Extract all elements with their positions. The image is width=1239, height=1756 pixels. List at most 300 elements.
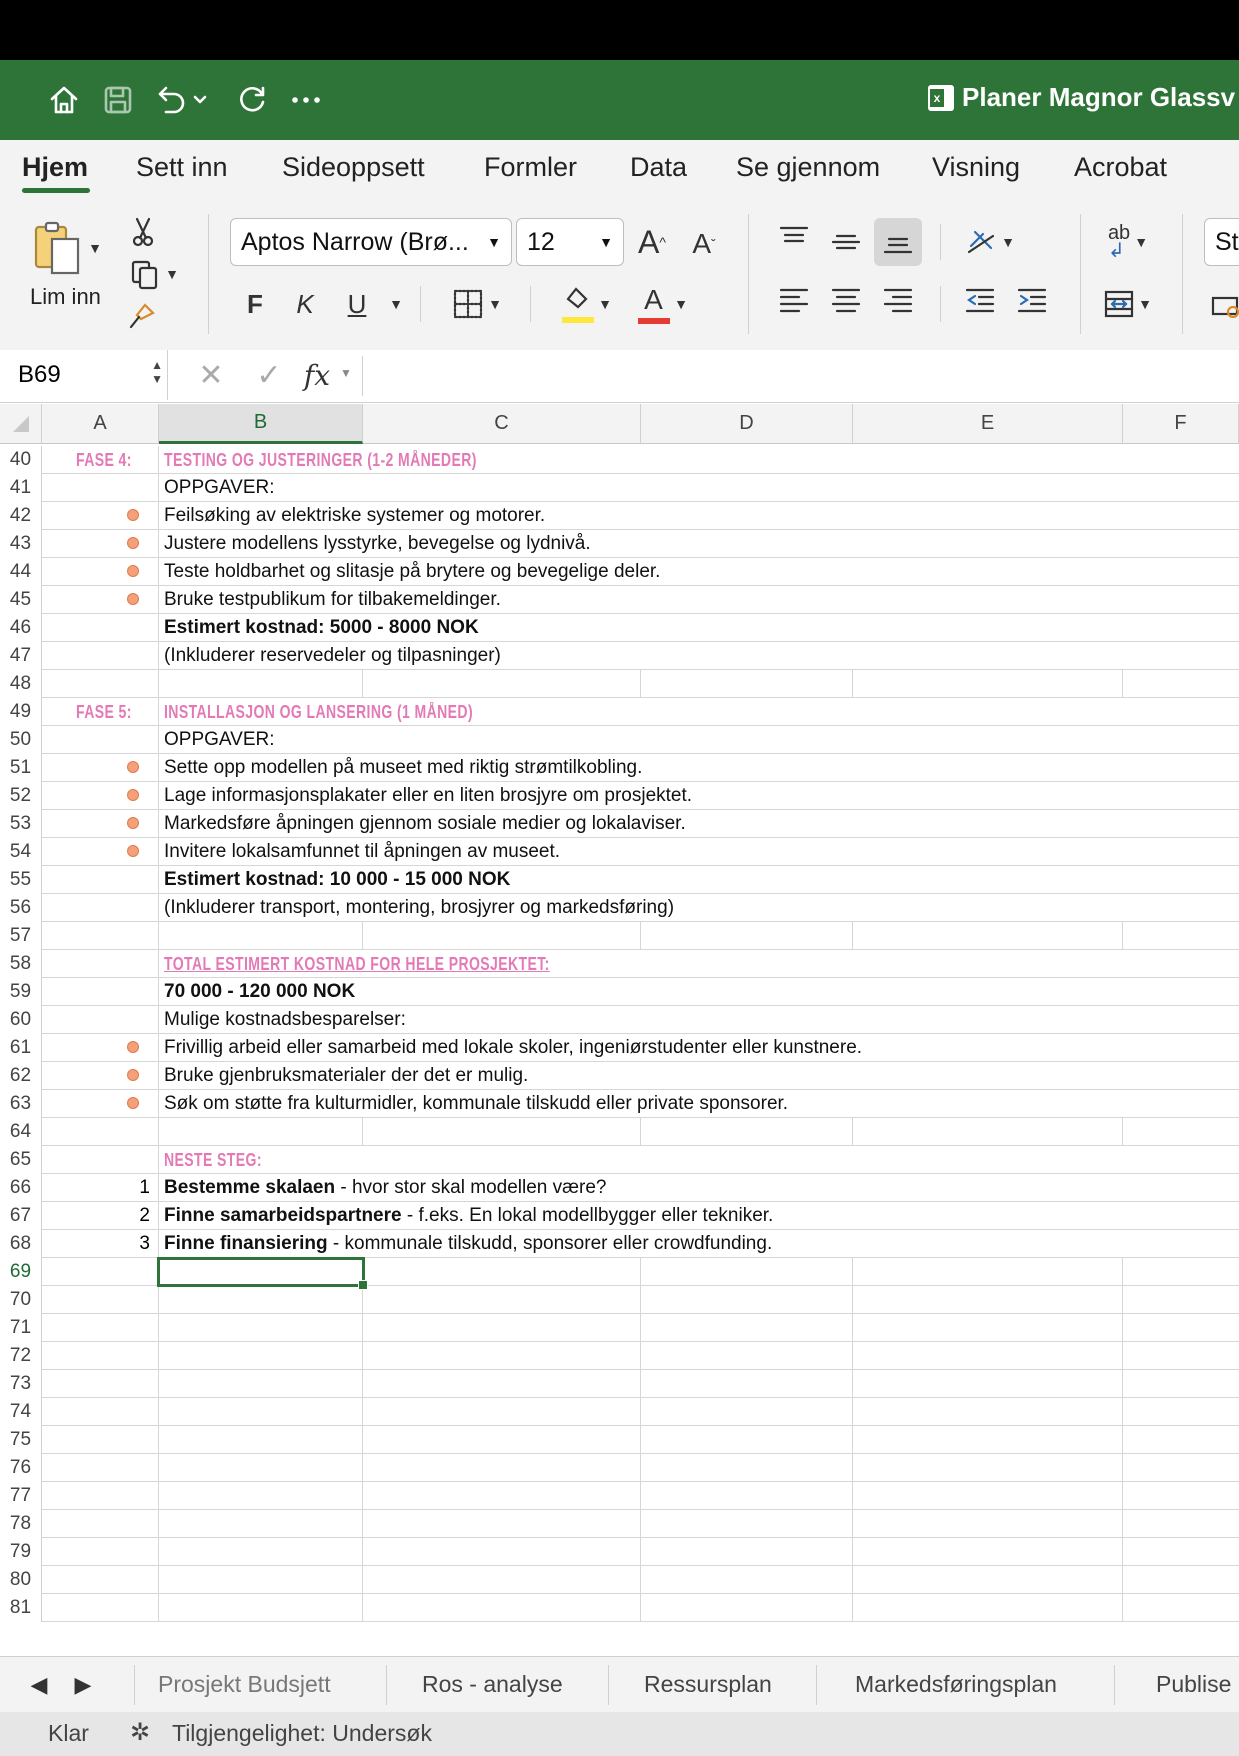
undo-dropdown-chevron-icon[interactable] bbox=[190, 80, 210, 120]
align-right-icon[interactable] bbox=[880, 282, 916, 318]
row-number[interactable]: 55 bbox=[0, 866, 42, 894]
cell-e[interactable] bbox=[853, 1594, 1123, 1622]
select-all-corner[interactable] bbox=[0, 404, 42, 444]
cell-a[interactable] bbox=[42, 1398, 159, 1426]
cell-a[interactable] bbox=[42, 1146, 159, 1174]
name-box-stepper-icon[interactable]: ▲ ▼ bbox=[151, 358, 163, 386]
tab-hjem[interactable]: Hjem bbox=[22, 152, 89, 182]
cell-text bbox=[164, 586, 501, 614]
bullet-icon bbox=[127, 1041, 139, 1053]
more-icon[interactable] bbox=[286, 80, 326, 120]
borders-dropdown-chevron-icon[interactable]: ▼ bbox=[488, 296, 502, 312]
grow-font-button[interactable]: A ^ bbox=[638, 223, 666, 260]
row-number[interactable]: 45 bbox=[0, 586, 42, 614]
accessibility-status[interactable]: Tilgjengelighet: Undersøk bbox=[172, 1720, 432, 1746]
formula-input[interactable] bbox=[372, 356, 1232, 396]
column-header-f[interactable]: F bbox=[1123, 404, 1239, 444]
cell-a[interactable] bbox=[42, 726, 159, 754]
row-number[interactable]: 73 bbox=[0, 1370, 42, 1398]
fill-handle[interactable] bbox=[358, 1280, 368, 1290]
cell-d[interactable] bbox=[641, 1510, 853, 1538]
undo-icon[interactable] bbox=[152, 80, 192, 120]
font-color-a-glyph: A bbox=[644, 284, 663, 315]
table-row bbox=[0, 530, 1239, 558]
cell-a[interactable] bbox=[42, 754, 159, 782]
cell-c[interactable] bbox=[363, 1342, 641, 1370]
cell-b[interactable] bbox=[159, 922, 363, 950]
row-number[interactable]: 61 bbox=[0, 1034, 42, 1062]
cell-f[interactable] bbox=[1123, 1454, 1239, 1482]
cell-a[interactable] bbox=[42, 1118, 159, 1146]
sheet-tab-separator bbox=[386, 1665, 387, 1705]
cell-d[interactable] bbox=[641, 1398, 853, 1426]
cell-d[interactable] bbox=[641, 1538, 853, 1566]
row-number[interactable]: 63 bbox=[0, 1090, 42, 1118]
cell-text bbox=[164, 642, 501, 670]
cell-f[interactable] bbox=[1123, 670, 1239, 698]
tab-data[interactable]: Data bbox=[630, 152, 688, 182]
font-size-chevron-icon: ▼ bbox=[599, 234, 613, 250]
cell-a[interactable] bbox=[42, 1286, 159, 1314]
cell-e[interactable] bbox=[853, 1370, 1123, 1398]
cell-d[interactable] bbox=[641, 1342, 853, 1370]
cell-a[interactable]: 1 bbox=[42, 1174, 159, 1202]
cell-f[interactable] bbox=[1123, 1118, 1239, 1146]
tab-acrobat[interactable]: Acrobat bbox=[1074, 152, 1168, 182]
underline-button[interactable]: U bbox=[347, 288, 367, 319]
bullet-icon bbox=[127, 1097, 139, 1109]
bold-button[interactable]: F bbox=[247, 288, 263, 319]
cell-a[interactable] bbox=[42, 810, 159, 838]
row-number[interactable]: 75 bbox=[0, 1426, 42, 1454]
sheet-tab-separator bbox=[816, 1665, 817, 1705]
cell-d[interactable] bbox=[641, 1314, 853, 1342]
ribbon-separator bbox=[748, 214, 749, 334]
cell-d[interactable] bbox=[641, 1258, 853, 1286]
table-row bbox=[0, 754, 1239, 782]
row-number[interactable]: 71 bbox=[0, 1314, 42, 1342]
table-row bbox=[0, 1594, 1239, 1622]
name-box[interactable]: B69 ▲ ▼ bbox=[0, 350, 168, 400]
cell-a[interactable] bbox=[42, 1566, 159, 1594]
cell-c[interactable] bbox=[363, 1314, 641, 1342]
ribbon-separator bbox=[420, 286, 421, 322]
cell-d[interactable] bbox=[641, 1426, 853, 1454]
cell-b[interactable] bbox=[159, 1286, 363, 1314]
row-number[interactable]: 67 bbox=[0, 1202, 42, 1230]
save-icon[interactable] bbox=[98, 80, 138, 120]
redo-icon[interactable] bbox=[232, 80, 272, 120]
table-row bbox=[0, 446, 1239, 474]
underline-dropdown-chevron-icon[interactable]: ▼ bbox=[389, 296, 403, 312]
row-number[interactable]: 56 bbox=[0, 894, 42, 922]
row-number[interactable]: 48 bbox=[0, 670, 42, 698]
cell-d[interactable] bbox=[641, 1286, 853, 1314]
table-row bbox=[0, 698, 1239, 726]
cell-e[interactable] bbox=[853, 1286, 1123, 1314]
phase-label: FASE 5: bbox=[76, 701, 132, 722]
cell-d[interactable] bbox=[641, 1454, 853, 1482]
table-row bbox=[0, 1230, 1239, 1258]
cell-text bbox=[164, 754, 642, 782]
cell-value: Feilsøking av elektriske systemer og motorer. bbox=[164, 505, 546, 526]
sheet-tab-markedsforingsplan[interactable]: Markedsføringsplan bbox=[855, 1671, 1057, 1697]
italic-button[interactable]: K bbox=[296, 288, 314, 319]
tab-sett-inn[interactable]: Sett inn bbox=[136, 152, 228, 182]
cell-text bbox=[164, 614, 479, 642]
cell-f[interactable] bbox=[1123, 1482, 1239, 1510]
wrap-text-button[interactable] bbox=[1098, 220, 1158, 264]
cell-c[interactable] bbox=[363, 1454, 641, 1482]
row-number[interactable]: 70 bbox=[0, 1286, 42, 1314]
cell-f[interactable] bbox=[1123, 1426, 1239, 1454]
fill-color-button[interactable] bbox=[552, 282, 622, 326]
cell-a[interactable] bbox=[42, 1594, 159, 1622]
row-number[interactable]: 76 bbox=[0, 1454, 42, 1482]
cell-a[interactable] bbox=[42, 614, 159, 642]
cell-a[interactable] bbox=[42, 894, 159, 922]
cell-f[interactable] bbox=[1123, 1370, 1239, 1398]
row-number[interactable]: 42 bbox=[0, 502, 42, 530]
paste-dropdown-chevron-icon[interactable]: ▼ bbox=[88, 240, 102, 256]
orientation-button[interactable] bbox=[960, 220, 1020, 264]
font-size-select[interactable]: 12 ▼ bbox=[516, 218, 624, 266]
cell-b[interactable] bbox=[159, 1566, 363, 1594]
spreadsheet-grid bbox=[0, 404, 1239, 1656]
cell-e[interactable] bbox=[853, 922, 1123, 950]
cell-a[interactable] bbox=[42, 502, 159, 530]
cell-e[interactable] bbox=[853, 670, 1123, 698]
cell-e[interactable] bbox=[853, 1258, 1123, 1286]
wrap-text-dropdown-chevron-icon[interactable]: ▼ bbox=[1134, 234, 1149, 250]
ribbon-separator bbox=[940, 224, 941, 260]
row-number[interactable]: 51 bbox=[0, 754, 42, 782]
step-description: - hvor stor skal modellen være? bbox=[335, 1177, 607, 1198]
sheet-tab-separator bbox=[134, 1665, 135, 1705]
tab-visning[interactable]: Visning bbox=[932, 152, 1021, 182]
cell-b[interactable] bbox=[159, 1370, 363, 1398]
row-number[interactable]: 74 bbox=[0, 1398, 42, 1426]
tab-formler[interactable]: Formler bbox=[484, 152, 577, 182]
cell-a[interactable] bbox=[42, 950, 159, 978]
tab-se-gjennom[interactable]: Se gjennom bbox=[736, 152, 881, 182]
font-color-button[interactable] bbox=[628, 282, 698, 326]
row-number[interactable]: 65 bbox=[0, 1146, 42, 1174]
row-number[interactable]: 41 bbox=[0, 474, 42, 502]
cell-c[interactable] bbox=[363, 1426, 641, 1454]
tab-sideoppsett[interactable]: Sideoppsett bbox=[282, 152, 425, 182]
cell-a[interactable] bbox=[42, 1370, 159, 1398]
cell-d[interactable] bbox=[641, 1482, 853, 1510]
cell-text bbox=[164, 698, 560, 726]
cell-f[interactable] bbox=[1123, 922, 1239, 950]
cell-a[interactable] bbox=[42, 1006, 159, 1034]
cell-a[interactable] bbox=[42, 838, 159, 866]
bullet-icon bbox=[127, 761, 139, 773]
cell-text bbox=[164, 446, 565, 474]
cell-e[interactable] bbox=[853, 1426, 1123, 1454]
next-sheet-arrow-icon[interactable]: ▶ bbox=[74, 1672, 92, 1697]
cell-d[interactable] bbox=[641, 1594, 853, 1622]
row-number[interactable]: 79 bbox=[0, 1538, 42, 1566]
cell-b[interactable] bbox=[159, 1510, 363, 1538]
cell-f[interactable] bbox=[1123, 1286, 1239, 1314]
cut-icon[interactable] bbox=[128, 214, 158, 250]
cell-c[interactable] bbox=[363, 1594, 641, 1622]
cell-a[interactable] bbox=[42, 530, 159, 558]
cell-a[interactable] bbox=[42, 978, 159, 1006]
cell-c[interactable] bbox=[363, 1118, 641, 1146]
cell-e[interactable] bbox=[853, 1482, 1123, 1510]
cell-b[interactable] bbox=[159, 1426, 363, 1454]
sheet-tab-prosjekt-budsjett[interactable]: Prosjekt Budsjett bbox=[158, 1671, 331, 1697]
column-header-b[interactable]: B bbox=[159, 404, 363, 444]
cell-b[interactable] bbox=[159, 1482, 363, 1510]
cell-b[interactable] bbox=[159, 1454, 363, 1482]
sheet-tab-ros-analyse[interactable]: Ros - analyse bbox=[422, 1671, 563, 1697]
cell-text bbox=[164, 782, 692, 810]
column-header-d[interactable]: D bbox=[641, 404, 853, 444]
font-name-select[interactable]: Aptos Narrow (Brø... ▼ bbox=[230, 218, 512, 266]
cell-e[interactable] bbox=[853, 1342, 1123, 1370]
row-number[interactable]: 60 bbox=[0, 1006, 42, 1034]
cell-e[interactable] bbox=[853, 1398, 1123, 1426]
cell-c[interactable] bbox=[363, 1370, 641, 1398]
cell-c[interactable] bbox=[363, 1538, 641, 1566]
cell-a[interactable] bbox=[42, 1538, 159, 1566]
row-number[interactable]: 59 bbox=[0, 978, 42, 1006]
cell-b[interactable] bbox=[159, 1538, 363, 1566]
paste-button[interactable] bbox=[26, 218, 106, 278]
cell-text bbox=[164, 1034, 862, 1062]
cell-a[interactable] bbox=[42, 474, 159, 502]
cell-e[interactable] bbox=[853, 1454, 1123, 1482]
row-number[interactable]: 62 bbox=[0, 1062, 42, 1090]
cell-a[interactable] bbox=[42, 1454, 159, 1482]
cell-c[interactable] bbox=[363, 1398, 641, 1426]
cell-d[interactable] bbox=[641, 1566, 853, 1594]
cell-text bbox=[164, 950, 659, 978]
font-color-dropdown-chevron-icon[interactable]: ▼ bbox=[674, 296, 688, 312]
cell-e[interactable] bbox=[853, 1510, 1123, 1538]
row-number[interactable]: 40 bbox=[0, 446, 42, 474]
cell-d[interactable] bbox=[641, 1118, 853, 1146]
cell-a[interactable] bbox=[42, 586, 159, 614]
borders-button[interactable] bbox=[442, 282, 512, 326]
bullet-icon bbox=[127, 509, 139, 521]
cell-c[interactable] bbox=[363, 670, 641, 698]
cell-value: NESTE STEG: bbox=[164, 1149, 262, 1170]
cell-f[interactable] bbox=[1123, 1314, 1239, 1342]
row-number[interactable]: 47 bbox=[0, 642, 42, 670]
cancel-entry-icon[interactable]: ✕ bbox=[198, 358, 224, 392]
table-row bbox=[0, 978, 1239, 1006]
align-top-icon[interactable] bbox=[776, 220, 812, 256]
sheet-tab-ressursplan[interactable]: Ressursplan bbox=[644, 1671, 772, 1697]
align-center-icon[interactable] bbox=[828, 282, 864, 318]
shrink-font-button[interactable]: A ˇ bbox=[692, 228, 716, 259]
row-number[interactable]: 66 bbox=[0, 1174, 42, 1202]
decrease-indent-icon[interactable] bbox=[962, 282, 998, 318]
cell-e[interactable] bbox=[853, 1566, 1123, 1594]
cell-b[interactable] bbox=[159, 1342, 363, 1370]
copy-icon[interactable] bbox=[124, 256, 184, 292]
cell-text bbox=[164, 1202, 773, 1230]
cell-f[interactable] bbox=[1123, 1342, 1239, 1370]
table-row bbox=[0, 1006, 1239, 1034]
column-header-e[interactable]: E bbox=[853, 404, 1123, 444]
column-header-a[interactable]: A bbox=[42, 404, 159, 444]
function-dropdown-chevron-icon[interactable]: ▼ bbox=[340, 366, 352, 380]
row-number[interactable]: 64 bbox=[0, 1118, 42, 1146]
cell-f[interactable] bbox=[1123, 1510, 1239, 1538]
cell-text bbox=[164, 1230, 772, 1258]
row-number[interactable]: 68 bbox=[0, 1230, 42, 1258]
row-number[interactable]: 58 bbox=[0, 950, 42, 978]
home-icon[interactable] bbox=[44, 80, 84, 120]
function-icon[interactable]: fx bbox=[303, 358, 331, 392]
row-number[interactable]: 44 bbox=[0, 558, 42, 586]
cell-a[interactable] bbox=[42, 1034, 159, 1062]
merge-center-button[interactable] bbox=[1098, 282, 1158, 326]
table-row bbox=[0, 922, 1239, 950]
cell-c[interactable] bbox=[363, 1566, 641, 1594]
selected-cell-outline[interactable] bbox=[157, 1257, 365, 1287]
cell-f[interactable] bbox=[1123, 1594, 1239, 1622]
cell-a[interactable] bbox=[42, 1426, 159, 1454]
row-number[interactable]: 49 bbox=[0, 698, 42, 726]
wrap-text-icon: ab ↲ bbox=[1107, 222, 1131, 262]
cell-text bbox=[164, 1146, 290, 1174]
row-number[interactable]: 81 bbox=[0, 1594, 42, 1622]
cell-value: Bruke testpublikum for tilbakemeldinger. bbox=[164, 589, 501, 610]
cell-text bbox=[164, 1006, 406, 1034]
cell-a[interactable]: 2 bbox=[42, 1202, 159, 1230]
cell-a[interactable] bbox=[42, 782, 159, 810]
previous-sheet-arrow-icon[interactable]: ◀ bbox=[30, 1672, 48, 1697]
increase-indent-icon[interactable] bbox=[1014, 282, 1050, 318]
cell-value: TESTING OG JUSTERINGER (1-2 MÅNEDER) bbox=[164, 449, 477, 470]
cell-b[interactable] bbox=[159, 1594, 363, 1622]
cell-c[interactable] bbox=[363, 922, 641, 950]
cell-a[interactable] bbox=[42, 1090, 159, 1118]
row-number[interactable]: 53 bbox=[0, 810, 42, 838]
copy-dropdown-chevron-icon[interactable]: ▼ bbox=[165, 266, 179, 282]
cell-text bbox=[164, 1090, 788, 1118]
text-overflow-background bbox=[160, 1146, 1239, 1173]
row-number[interactable]: 78 bbox=[0, 1510, 42, 1538]
cell-f[interactable] bbox=[1123, 1258, 1239, 1286]
cell-d[interactable] bbox=[641, 922, 853, 950]
cell-a[interactable] bbox=[42, 558, 159, 586]
cell-e[interactable] bbox=[853, 1538, 1123, 1566]
cell-b[interactable] bbox=[159, 1398, 363, 1426]
cell-a[interactable] bbox=[42, 1482, 159, 1510]
cell-d[interactable] bbox=[641, 670, 853, 698]
cell-e[interactable] bbox=[853, 1118, 1123, 1146]
row-number[interactable]: 46 bbox=[0, 614, 42, 642]
cell-b[interactable] bbox=[159, 1118, 363, 1146]
cell-d[interactable] bbox=[641, 1370, 853, 1398]
cell-c[interactable] bbox=[363, 1482, 641, 1510]
cell-a[interactable] bbox=[42, 1314, 159, 1342]
row-number[interactable]: 69 bbox=[0, 1258, 42, 1286]
row-number[interactable]: 43 bbox=[0, 530, 42, 558]
step-description: - kommunale tilskudd, sponsorer eller crowdfunding. bbox=[327, 1233, 773, 1254]
sheet-tab-separator bbox=[608, 1665, 609, 1705]
cell-f[interactable] bbox=[1123, 1566, 1239, 1594]
row-number[interactable]: 50 bbox=[0, 726, 42, 754]
align-bottom-icon[interactable] bbox=[874, 218, 922, 266]
ribbon-tabs bbox=[0, 140, 1239, 200]
table-row bbox=[0, 1090, 1239, 1118]
bullet-icon bbox=[127, 593, 139, 605]
cell-b[interactable] bbox=[159, 670, 363, 698]
cell-value: Sette opp modellen på museet med riktig strømtilkobling. bbox=[164, 757, 643, 778]
cell-a[interactable] bbox=[42, 1258, 159, 1286]
cell-f[interactable] bbox=[1123, 1538, 1239, 1566]
ribbon-separator bbox=[208, 214, 209, 334]
table-row bbox=[0, 1146, 1239, 1174]
row-number[interactable]: 77 bbox=[0, 1482, 42, 1510]
cell-e[interactable] bbox=[853, 1314, 1123, 1342]
align-middle-icon[interactable] bbox=[828, 224, 864, 260]
ribbon-separator bbox=[1182, 214, 1183, 334]
align-left-icon[interactable] bbox=[776, 282, 812, 318]
row-number[interactable]: 72 bbox=[0, 1342, 42, 1370]
cell-value: INSTALLASJON OG LANSERING (1 MÅNED) bbox=[164, 701, 474, 722]
cell-a[interactable] bbox=[42, 866, 159, 894]
row-number[interactable]: 52 bbox=[0, 782, 42, 810]
active-tab-indicator bbox=[22, 188, 90, 193]
merge-dropdown-chevron-icon[interactable]: ▼ bbox=[1138, 296, 1152, 312]
conditional-format-icon[interactable] bbox=[1210, 288, 1239, 324]
table-row bbox=[0, 586, 1239, 614]
row-number[interactable]: 57 bbox=[0, 922, 42, 950]
cell-f[interactable] bbox=[1123, 1398, 1239, 1426]
cell-a[interactable]: 3 bbox=[42, 1230, 159, 1258]
row-number[interactable]: 80 bbox=[0, 1566, 42, 1594]
cell-styles-box[interactable]: St bbox=[1204, 218, 1239, 266]
cell-value: Bruke gjenbruksmaterialer der det er mulig. bbox=[164, 1065, 529, 1086]
sheet-tab-publise[interactable]: Publise bbox=[1156, 1671, 1232, 1697]
cell-value: Justere modellens lysstyrke, bevegelse og lydnivå. bbox=[164, 533, 591, 554]
cell-a[interactable] bbox=[42, 642, 159, 670]
accessibility-icon[interactable]: ✲ bbox=[130, 1719, 151, 1746]
cell-a[interactable] bbox=[42, 1342, 159, 1370]
cell-a[interactable] bbox=[42, 1062, 159, 1090]
cell-a[interactable] bbox=[42, 670, 159, 698]
cell-value: Frivillig arbeid eller samarbeid med lokale skoler, ingeniørstudenter eller kunstnere. bbox=[164, 1037, 863, 1058]
column-header-c[interactable]: C bbox=[363, 404, 641, 444]
bullet-icon bbox=[127, 845, 139, 857]
format-painter-icon[interactable] bbox=[124, 298, 160, 334]
cell-a[interactable] bbox=[42, 922, 159, 950]
cell-b[interactable] bbox=[159, 1314, 363, 1342]
orientation-dropdown-chevron-icon[interactable]: ▼ bbox=[1001, 234, 1015, 250]
cell-c[interactable] bbox=[363, 1258, 641, 1286]
sheet-tab-separator bbox=[1114, 1665, 1115, 1705]
bullet-icon bbox=[127, 817, 139, 829]
cell-text bbox=[164, 502, 545, 530]
fill-color-dropdown-chevron-icon[interactable]: ▼ bbox=[598, 296, 612, 312]
cell-a[interactable] bbox=[42, 1510, 159, 1538]
row-number[interactable]: 54 bbox=[0, 838, 42, 866]
cell-c[interactable] bbox=[363, 1510, 641, 1538]
cell-c[interactable] bbox=[363, 1286, 641, 1314]
ribbon-separator bbox=[940, 286, 941, 322]
confirm-entry-icon[interactable]: ✓ bbox=[256, 358, 282, 392]
